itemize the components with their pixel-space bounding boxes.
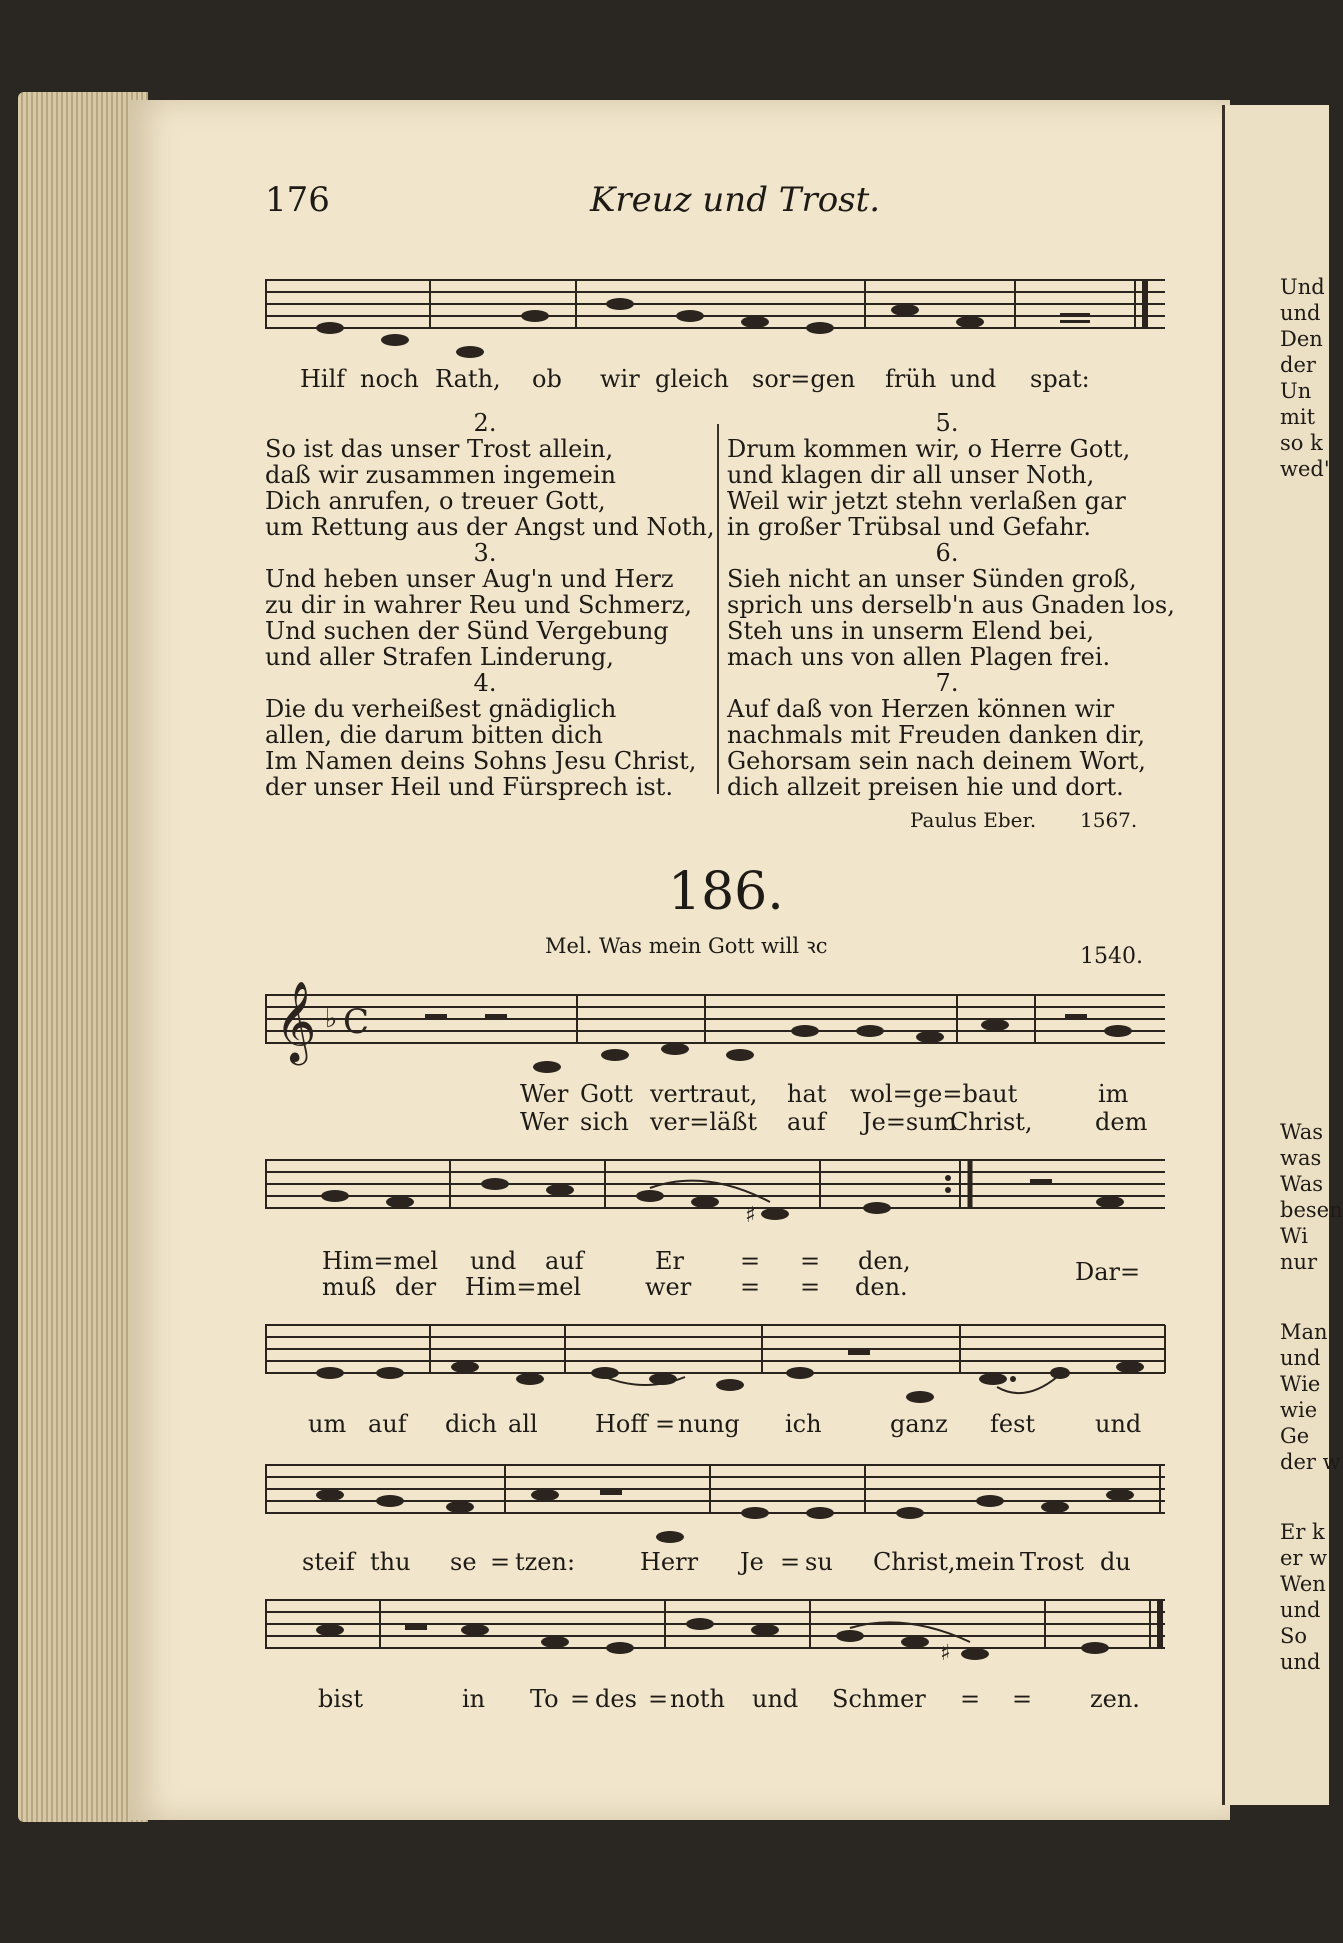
staff-system-3	[265, 1315, 1165, 1415]
lyric-syllable: noth	[670, 1685, 726, 1713]
lyric-syllable: auf	[787, 1108, 826, 1136]
verse-line: Sieh nicht an unser Sünden groß,	[727, 565, 1137, 593]
verse-line: Auf daß von Herzen können wir	[727, 695, 1115, 723]
lyric-syllable: gleich	[655, 365, 729, 393]
verse-line: Gehorsam sein nach deinem Wort,	[727, 747, 1146, 775]
melody-reference: Mel. Was mein Gott will ꝛc	[545, 934, 828, 958]
common-time-icon: C	[343, 1002, 370, 1042]
lyric-syllable: Je=sum	[862, 1108, 957, 1136]
fragment: und	[1280, 1346, 1321, 1370]
verse-line: und klagen dir all unser Noth,	[727, 461, 1095, 489]
lyric-syllable: all	[508, 1410, 538, 1438]
sharp-icon: ♯	[940, 1641, 951, 1666]
lyric-syllable: Wer	[520, 1108, 569, 1136]
fragment: Was	[1280, 1172, 1324, 1196]
verse-line: Und heben unser Aug'n und Herz	[265, 565, 674, 593]
verse-line: Im Namen deins Sohns Jesu Christ,	[265, 747, 697, 775]
lyric-syllable: ich	[785, 1410, 822, 1438]
lyric-syllable: =	[780, 1548, 801, 1576]
sharp-icon: ♯	[745, 1203, 756, 1228]
verse-line: dich allzeit preisen hie und dort.	[727, 773, 1124, 801]
lyric-syllable: wol=ge=baut	[850, 1080, 1018, 1108]
lyric-syllable: =	[490, 1548, 511, 1576]
lyric-syllable: vertraut,	[650, 1080, 758, 1108]
fragment: Wen	[1280, 1572, 1326, 1596]
lyric-syllable: =	[960, 1685, 981, 1713]
verse-line: allen, die darum bitten dich	[265, 721, 603, 749]
verse-number: 2.	[473, 409, 497, 437]
fragment: so k	[1280, 431, 1323, 455]
lyric-syllable: thu	[370, 1548, 411, 1576]
lyric-syllable: auf	[545, 1247, 584, 1275]
melody-year: 1540.	[1080, 944, 1143, 969]
running-title: Kreuz und Trost.	[590, 180, 881, 220]
page-number: 176	[265, 180, 330, 220]
lyric-syllable: den.	[855, 1273, 908, 1301]
lyric-syllable: sich	[580, 1108, 629, 1136]
verse-number: 5.	[935, 409, 959, 437]
lyric-syllable: =	[570, 1685, 591, 1713]
fragment: wie	[1280, 1398, 1318, 1422]
lyric-syllable: spat:	[1030, 365, 1090, 393]
lyric-syllable: um	[308, 1410, 347, 1438]
lyric-syllable: Gott	[580, 1080, 633, 1108]
lyric-syllable: und	[752, 1685, 799, 1713]
lyric-syllable: ob	[532, 365, 562, 393]
verse-number: 6.	[935, 539, 959, 567]
fragment: mit	[1280, 405, 1316, 429]
fragment: Und	[1280, 275, 1325, 299]
lyric-syllable: Er	[655, 1247, 684, 1275]
staff-system-4	[265, 1455, 1165, 1555]
fragment: und	[1280, 1598, 1321, 1622]
lyric-syllable: Hilf	[300, 365, 346, 393]
lyric-syllable: und	[1095, 1410, 1142, 1438]
verse-line: und aller Strafen Linderung,	[265, 643, 614, 671]
fragment: wed'	[1280, 457, 1330, 481]
lyric-syllable: wer	[645, 1273, 692, 1301]
fragment: der	[1280, 353, 1316, 377]
column-divider	[717, 424, 719, 794]
staff-system-2	[265, 1150, 1165, 1250]
lyric-syllable: du	[1100, 1548, 1131, 1576]
lyric-syllable: muß	[322, 1273, 377, 1301]
lyric-syllable: zen.	[1090, 1685, 1140, 1713]
lyric-syllable: tzen:	[515, 1548, 576, 1576]
fragment: er w	[1280, 1546, 1328, 1570]
lyric-syllable: früh	[885, 365, 937, 393]
lyric-syllable: Herr	[640, 1548, 699, 1576]
fragment: Un	[1280, 379, 1312, 403]
fragment: Er k	[1280, 1520, 1325, 1544]
verse-column-left	[265, 409, 715, 801]
lyric-syllable: des	[595, 1685, 637, 1713]
fragment: Ge	[1280, 1424, 1310, 1448]
verse-line: Drum kommen wir, o Herre Gott,	[727, 435, 1131, 463]
lyric-syllable: ganz	[890, 1410, 948, 1438]
lyric-syllable: =	[648, 1685, 669, 1713]
lyric-syllable: dem	[1095, 1108, 1148, 1136]
verse-column-right	[727, 409, 1175, 801]
lyric-syllable: su	[805, 1548, 833, 1576]
lyric-syllable: und	[470, 1247, 517, 1275]
staff-system-5	[265, 1590, 1165, 1690]
lyric-syllable: sor=gen	[752, 365, 856, 393]
lyric-syllable: nung	[678, 1410, 740, 1438]
lyric-syllable: =	[800, 1273, 821, 1301]
fragment: was	[1280, 1146, 1322, 1170]
fragment: nur	[1280, 1250, 1318, 1274]
fragment: und	[1280, 301, 1321, 325]
lyric-syllable: =	[1012, 1685, 1033, 1713]
fragment: Man	[1280, 1320, 1328, 1344]
lyric-syllable: Christ,	[950, 1108, 1033, 1136]
fragment: So	[1280, 1624, 1308, 1648]
flat-icon: ♭	[325, 1004, 338, 1034]
lyric-syllable: Him=mel	[322, 1247, 439, 1275]
treble-clef-icon: 𝄞	[275, 980, 317, 1062]
lyric-syllable: dich	[445, 1410, 497, 1438]
lyric-syllable: steif	[302, 1548, 355, 1576]
lyric-syllable: der	[395, 1273, 437, 1301]
staff-hymn-tail	[265, 270, 1165, 370]
hymn-number: 186.	[668, 862, 784, 922]
lyric-syllable: mein	[955, 1548, 1016, 1576]
lyric-syllable: Je	[740, 1548, 764, 1576]
lyric-syllable: bist	[318, 1685, 363, 1713]
fragment: der w	[1280, 1450, 1341, 1474]
lyric-syllable: in	[462, 1685, 486, 1713]
fragment: Wi	[1280, 1224, 1308, 1248]
hymn-author-year: 1567.	[1080, 808, 1138, 832]
fragment: und	[1280, 1650, 1321, 1674]
lyric-syllable: ver=läßt	[650, 1108, 758, 1136]
fragment: besen	[1280, 1198, 1343, 1222]
lyric-syllable: Schmer	[832, 1685, 926, 1713]
lyric-syllable: hat	[787, 1080, 827, 1108]
verse-line: So ist das unser Trost allein,	[265, 435, 614, 463]
lyric-syllable: Christ,	[873, 1548, 956, 1576]
verse-line: Steh uns in unserm Elend bei,	[727, 617, 1095, 645]
lyric-syllable: den,	[858, 1247, 911, 1275]
book-page-edges	[18, 92, 148, 1822]
verse-line: in großer Trübsal und Gefahr.	[727, 513, 1092, 541]
lyric-syllable: Hoff	[595, 1410, 648, 1438]
verse-line: sprich uns derselb'n aus Gnaden los,	[727, 591, 1175, 619]
lyric-syllable: =	[655, 1410, 676, 1438]
verse-number: 4.	[473, 669, 497, 697]
lyric-syllable: und	[950, 365, 997, 393]
verse-line: Weil wir jetzt stehn verlaßen gar	[727, 487, 1126, 515]
verse-line: zu dir in wahrer Reu und Schmerz,	[265, 591, 693, 619]
fragment: Den	[1280, 327, 1323, 351]
verse-line: mach uns von allen Plagen frei.	[727, 643, 1111, 671]
lyric-syllable: Dar=	[1075, 1258, 1141, 1286]
lyric-syllable: To	[530, 1685, 559, 1713]
hymn-author: Paulus Eber.	[910, 808, 1037, 832]
lyric-syllable: se	[450, 1548, 477, 1576]
lyric-syllable: Wer	[520, 1080, 569, 1108]
verse-line: daß wir zusammen ingemein	[265, 461, 616, 489]
fragment: Was	[1280, 1120, 1324, 1144]
verse-line: Dich anrufen, o treuer Gott,	[265, 487, 606, 515]
staff-system-1	[265, 980, 1165, 1085]
lyric-syllable: =	[740, 1273, 761, 1301]
verse-number: 3.	[473, 539, 497, 567]
verse-number: 7.	[935, 669, 959, 697]
verse-line: nachmals mit Freuden danken dir,	[727, 721, 1145, 749]
lyric-syllable: fest	[990, 1410, 1036, 1438]
lyric-syllable: =	[740, 1247, 761, 1275]
lyric-syllable: auf	[368, 1410, 407, 1438]
lyric-syllable: Him=mel	[465, 1273, 582, 1301]
lyric-syllable: wir	[600, 365, 640, 393]
verse-line: Und suchen der Sünd Vergebung	[265, 617, 669, 645]
verse-line: der unser Heil und Fürsprech ist.	[265, 773, 673, 801]
lyric-syllable: Rath,	[435, 365, 501, 393]
lyric-syllable: =	[800, 1247, 821, 1275]
verse-line: um Rettung aus der Angst und Noth,	[265, 513, 715, 541]
lyric-syllable: Trost	[1020, 1548, 1084, 1576]
fragment: Wie	[1280, 1372, 1321, 1396]
verse-line: Die du verheißest gnädiglich	[265, 695, 617, 723]
lyric-syllable: noch	[360, 365, 419, 393]
lyric-syllable: im	[1098, 1080, 1129, 1108]
